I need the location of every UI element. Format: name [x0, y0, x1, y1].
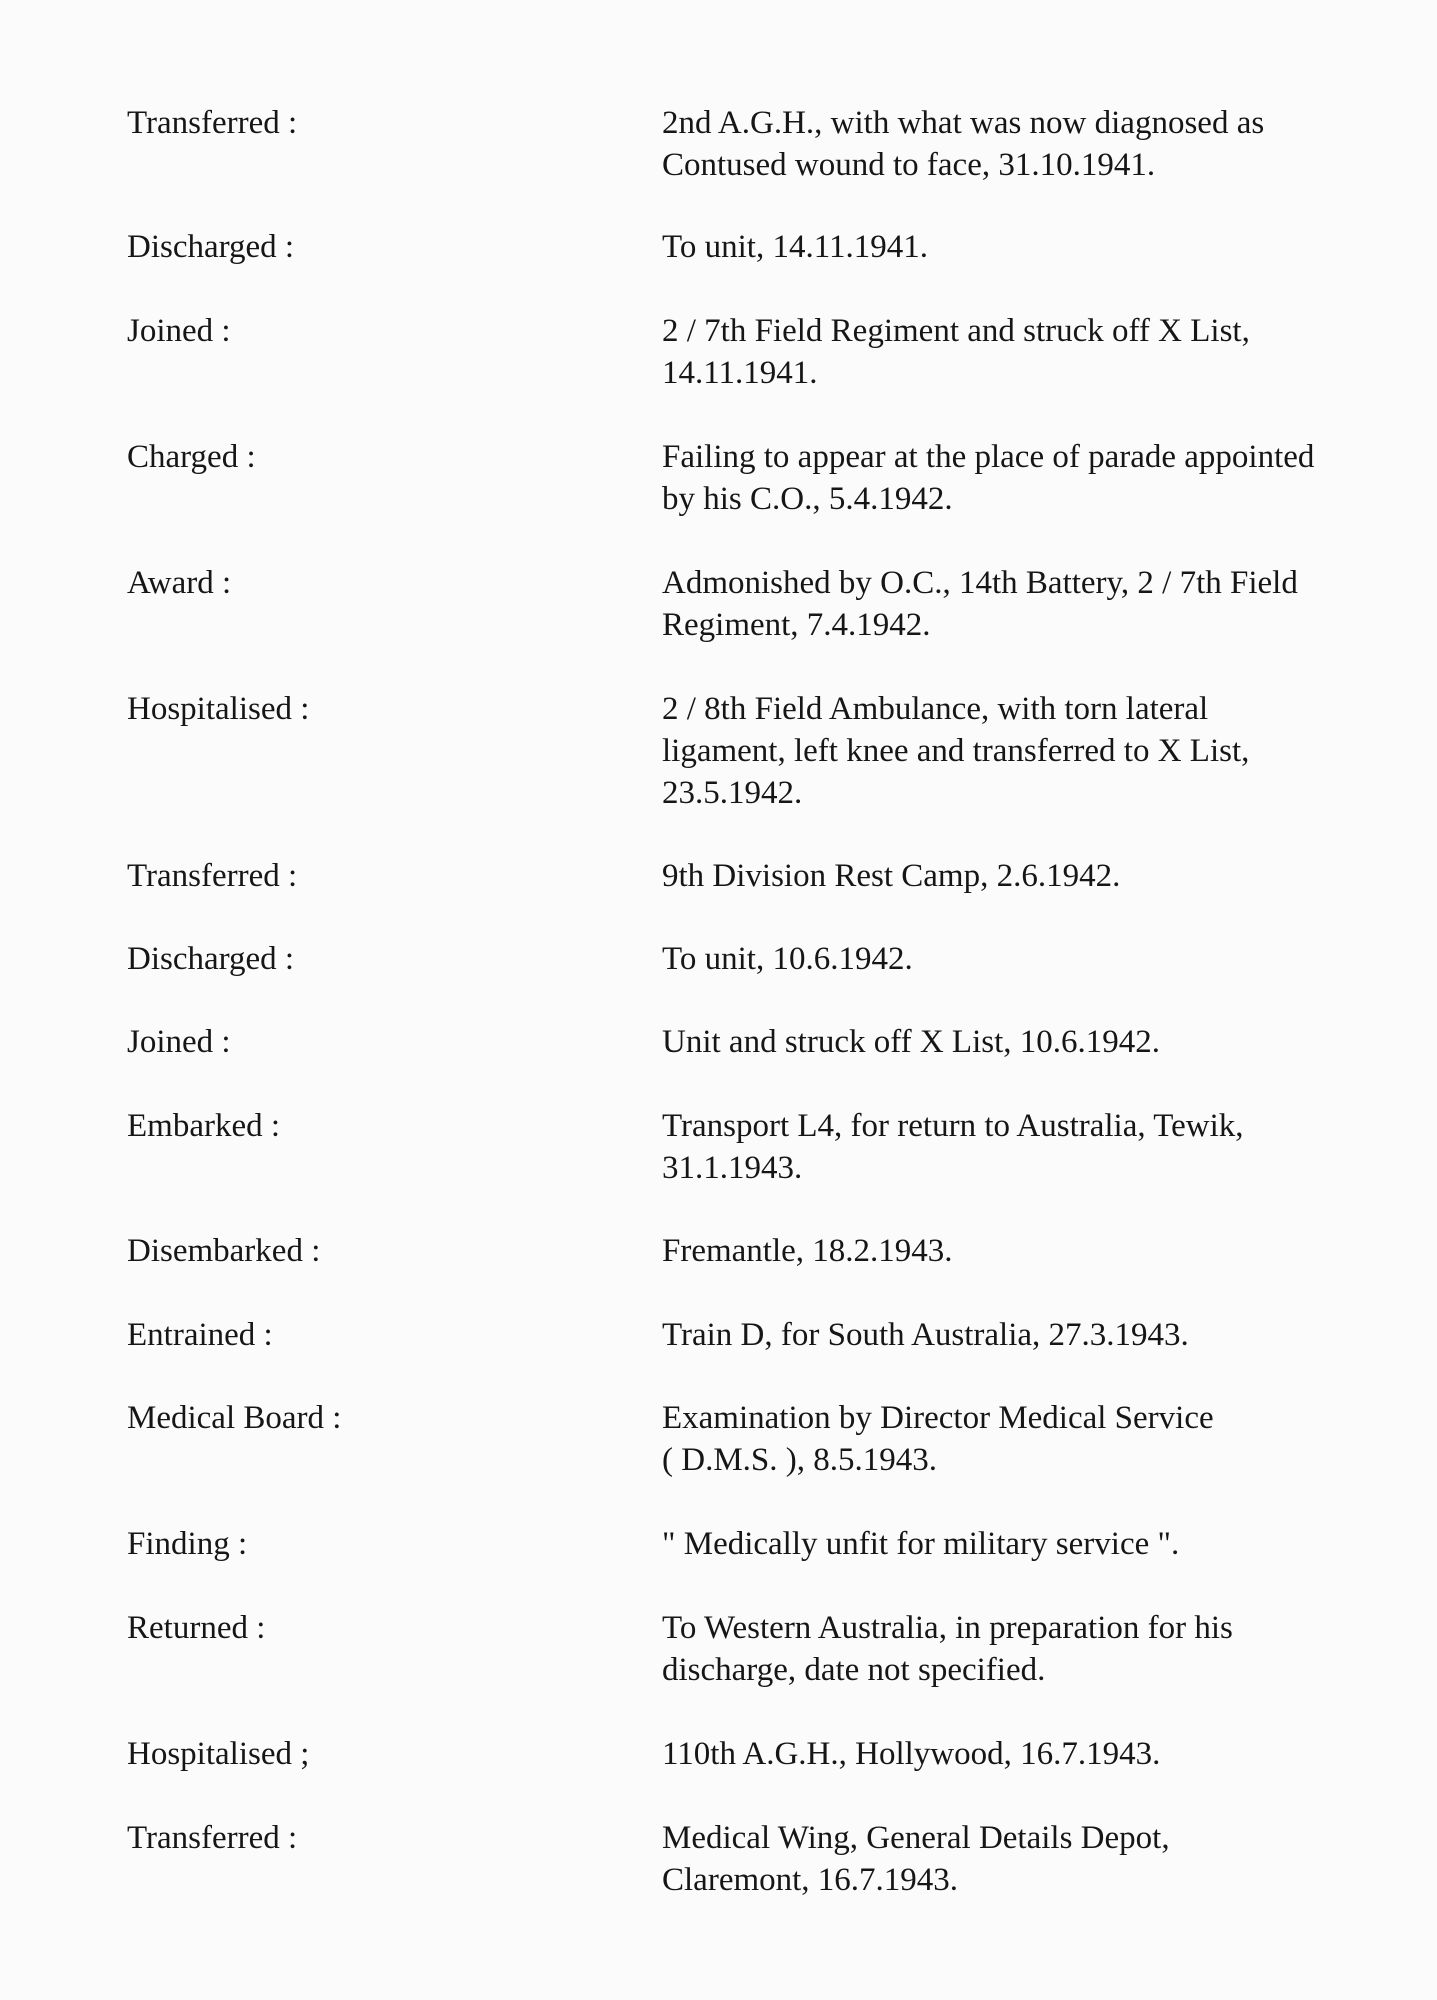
entry-detail — [662, 1314, 1382, 1356]
entry-detail — [662, 1607, 1382, 1691]
detail-line: 2 / 7th Field Regiment and struck off X List, — [662, 313, 1250, 349]
entry-detail — [662, 102, 1382, 186]
detail-line: Contused wound to face, 31.10.1941. — [662, 147, 1156, 183]
entry-detail — [662, 436, 1382, 520]
detail-line: 110th A.G.H., Hollywood, 16.7.1943. — [662, 1736, 1161, 1772]
detail-line: 9th Division Rest Camp, 2.6.1942. — [662, 858, 1121, 894]
entry-label: Entrained : — [127, 1317, 273, 1353]
detail-line: discharge, date not specified. — [662, 1652, 1046, 1688]
entry-label: Transferred : — [127, 1820, 298, 1856]
entry-label: Hospitalised : — [127, 691, 310, 727]
entry-label: Disembarked : — [127, 1233, 321, 1269]
entry-label: Award : — [127, 565, 232, 601]
detail-line: ( D.M.S. ), 8.5.1943. — [662, 1442, 938, 1478]
entry-detail — [662, 1021, 1382, 1063]
entry-detail — [662, 310, 1382, 394]
detail-line: To unit, 14.11.1941. — [662, 229, 928, 265]
entry-label: Hospitalised ; — [127, 1736, 310, 1772]
detail-line: Fremantle, 18.2.1943. — [662, 1233, 953, 1269]
detail-line: Medical Wing, General Details Depot, — [662, 1820, 1170, 1856]
detail-line: Regiment, 7.4.1942. — [662, 607, 931, 643]
entry-label: Discharged : — [127, 941, 295, 977]
entry-detail — [662, 226, 1382, 268]
detail-line: Failing to appear at the place of parade appointed — [662, 439, 1315, 475]
entry-label: Joined : — [127, 1024, 231, 1060]
entry-detail — [662, 1397, 1382, 1481]
entry-detail — [662, 1105, 1382, 1189]
detail-line: Admonished by O.C., 14th Battery, 2 / 7th Field — [662, 565, 1298, 601]
entry-label: Finding : — [127, 1526, 248, 1562]
detail-line: 2nd A.G.H., with what was now diagnosed as — [662, 105, 1265, 141]
detail-line: " Medically unfit for military service ". — [662, 1526, 1180, 1562]
entry-label: Transferred : — [127, 858, 298, 894]
detail-line: ligament, left knee and transferred to X List, — [662, 733, 1250, 769]
detail-line: To Western Australia, in preparation for his — [662, 1610, 1233, 1646]
detail-line: Examination by Director Medical Service — [662, 1400, 1214, 1436]
entry-label: Embarked : — [127, 1108, 281, 1144]
detail-line: 31.1.1943. — [662, 1150, 803, 1186]
entry-detail — [662, 1733, 1382, 1775]
detail-line: 14.11.1941. — [662, 355, 818, 391]
entry-detail — [662, 562, 1382, 646]
detail-line: Claremont, 16.7.1943. — [662, 1862, 959, 1898]
entry-label: Returned : — [127, 1610, 266, 1646]
detail-line: by his C.O., 5.4.1942. — [662, 481, 953, 517]
detail-line: 2 / 8th Field Ambulance, with torn lateral — [662, 691, 1209, 727]
entry-label: Transferred : — [127, 105, 298, 141]
detail-line: To unit, 10.6.1942. — [662, 941, 913, 977]
entry-detail — [662, 688, 1382, 814]
entry-detail — [662, 938, 1382, 980]
entry-detail — [662, 1230, 1382, 1272]
entry-label: Charged : — [127, 439, 256, 475]
detail-line: Train D, for South Australia, 27.3.1943. — [662, 1317, 1189, 1353]
entry-label: Joined : — [127, 313, 231, 349]
detail-line: 23.5.1942. — [662, 775, 803, 811]
entry-detail — [662, 855, 1382, 897]
detail-line: Transport L4, for return to Australia, Tewik, — [662, 1108, 1244, 1144]
entry-label: Discharged : — [127, 229, 295, 265]
detail-line: Unit and struck off X List, 10.6.1942. — [662, 1024, 1161, 1060]
entry-detail — [662, 1523, 1382, 1565]
entry-detail — [662, 1817, 1382, 1901]
entry-label: Medical Board : — [127, 1400, 342, 1436]
